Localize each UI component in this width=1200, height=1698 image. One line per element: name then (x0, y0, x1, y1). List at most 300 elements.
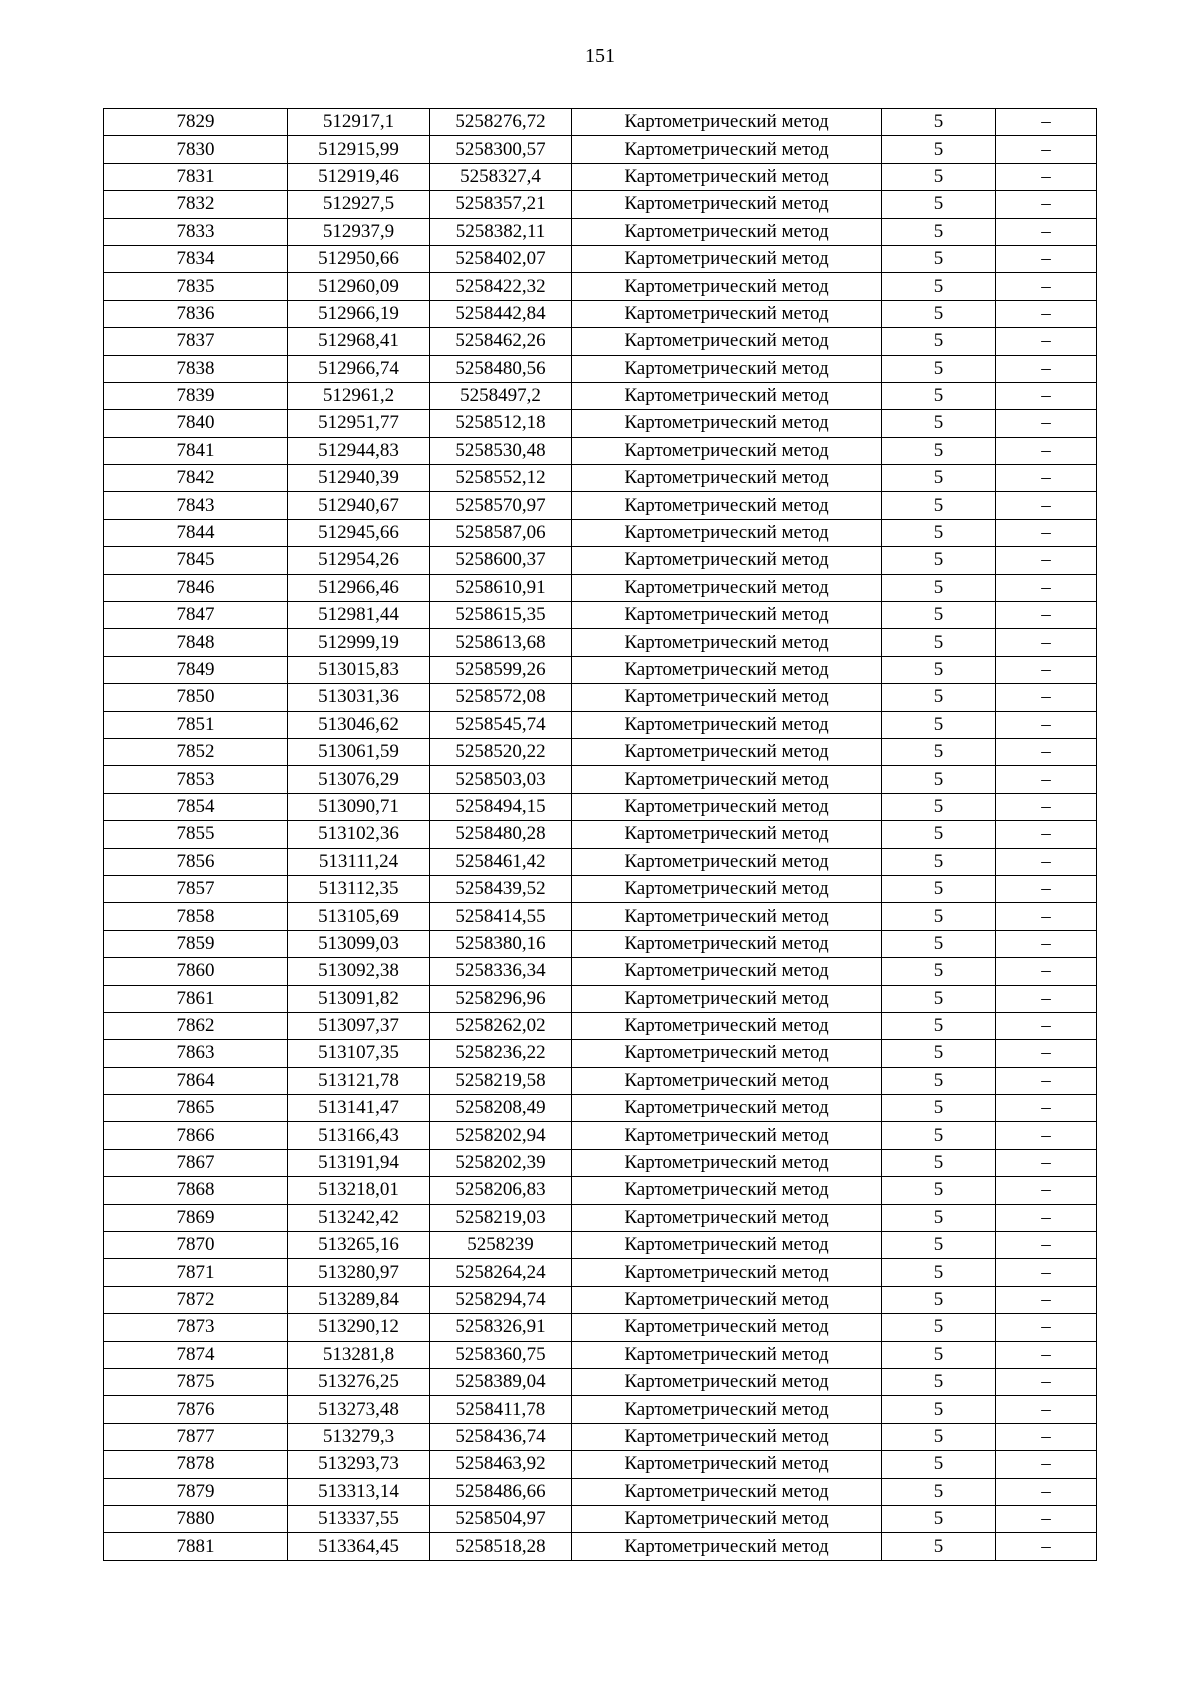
note-cell: – (996, 656, 1097, 683)
y-coordinate-cell: 5258262,02 (430, 1012, 572, 1039)
y-coordinate-cell: 5258326,91 (430, 1314, 572, 1341)
precision-cell: 5 (882, 328, 996, 355)
point-number-cell: 7880 (104, 1505, 288, 1532)
point-number-cell: 7873 (104, 1314, 288, 1341)
note-cell: – (996, 766, 1097, 793)
x-coordinate-cell: 513290,12 (288, 1314, 430, 1341)
precision-cell: 5 (882, 1368, 996, 1395)
point-number-cell: 7831 (104, 163, 288, 190)
table-row (104, 1533, 1097, 1560)
method-cell: Картометрический метод (572, 875, 882, 902)
precision-cell: 5 (882, 245, 996, 272)
method-cell: Картометрический метод (572, 793, 882, 820)
point-number-cell: 7833 (104, 218, 288, 245)
method-cell: Картометрический метод (572, 1259, 882, 1286)
table-row (104, 958, 1097, 985)
point-number-cell: 7843 (104, 492, 288, 519)
precision-cell: 5 (882, 410, 996, 437)
x-coordinate-cell: 513121,78 (288, 1067, 430, 1094)
table-row (104, 903, 1097, 930)
x-coordinate-cell: 513061,59 (288, 738, 430, 765)
table-row (104, 656, 1097, 683)
point-number-cell: 7844 (104, 519, 288, 546)
point-number-cell: 7853 (104, 766, 288, 793)
point-number-cell: 7848 (104, 629, 288, 656)
point-number-cell: 7854 (104, 793, 288, 820)
method-cell: Картометрический метод (572, 1505, 882, 1532)
precision-cell: 5 (882, 821, 996, 848)
table-row (104, 1368, 1097, 1395)
point-number-cell: 7839 (104, 382, 288, 409)
precision-cell: 5 (882, 191, 996, 218)
y-coordinate-cell: 5258439,52 (430, 875, 572, 902)
precision-cell: 5 (882, 738, 996, 765)
table-row (104, 1204, 1097, 1231)
table-row (104, 245, 1097, 272)
note-cell: – (996, 1314, 1097, 1341)
point-number-cell: 7851 (104, 711, 288, 738)
precision-cell: 5 (882, 1177, 996, 1204)
note-cell: – (996, 519, 1097, 546)
method-cell: Картометрический метод (572, 191, 882, 218)
precision-cell: 5 (882, 1204, 996, 1231)
x-coordinate-cell: 513090,71 (288, 793, 430, 820)
note-cell: – (996, 1149, 1097, 1176)
x-coordinate-cell: 513337,55 (288, 1505, 430, 1532)
x-coordinate-cell: 512945,66 (288, 519, 430, 546)
method-cell: Картометрический метод (572, 1314, 882, 1341)
precision-cell: 5 (882, 492, 996, 519)
method-cell: Картометрический метод (572, 410, 882, 437)
method-cell: Картометрический метод (572, 930, 882, 957)
table-row (104, 574, 1097, 601)
precision-cell: 5 (882, 1067, 996, 1094)
note-cell: – (996, 136, 1097, 163)
table-row (104, 355, 1097, 382)
note-cell: – (996, 903, 1097, 930)
point-number-cell: 7859 (104, 930, 288, 957)
x-coordinate-cell: 513280,97 (288, 1259, 430, 1286)
note-cell: – (996, 410, 1097, 437)
x-coordinate-cell: 513076,29 (288, 766, 430, 793)
table-row (104, 109, 1097, 136)
y-coordinate-cell: 5258504,97 (430, 1505, 572, 1532)
y-coordinate-cell: 5258615,35 (430, 602, 572, 629)
y-coordinate-cell: 5258599,26 (430, 656, 572, 683)
x-coordinate-cell: 513281,8 (288, 1341, 430, 1368)
table-row (104, 273, 1097, 300)
method-cell: Картометрический метод (572, 711, 882, 738)
method-cell: Картометрический метод (572, 218, 882, 245)
x-coordinate-cell: 512919,46 (288, 163, 430, 190)
y-coordinate-cell: 5258294,74 (430, 1286, 572, 1313)
y-coordinate-cell: 5258486,66 (430, 1478, 572, 1505)
table-row (104, 821, 1097, 848)
note-cell: – (996, 1533, 1097, 1560)
precision-cell: 5 (882, 574, 996, 601)
method-cell: Картометрический метод (572, 382, 882, 409)
precision-cell: 5 (882, 547, 996, 574)
note-cell: – (996, 273, 1097, 300)
note-cell: – (996, 547, 1097, 574)
method-cell: Картометрический метод (572, 273, 882, 300)
note-cell: – (996, 1177, 1097, 1204)
precision-cell: 5 (882, 1232, 996, 1259)
note-cell: – (996, 684, 1097, 711)
y-coordinate-cell: 5258357,21 (430, 191, 572, 218)
note-cell: – (996, 1286, 1097, 1313)
table-row (104, 382, 1097, 409)
x-coordinate-cell: 512950,66 (288, 245, 430, 272)
method-cell: Картометрический метод (572, 1232, 882, 1259)
table-row (104, 191, 1097, 218)
table-row (104, 410, 1097, 437)
precision-cell: 5 (882, 1478, 996, 1505)
method-cell: Картометрический метод (572, 848, 882, 875)
point-number-cell: 7871 (104, 1259, 288, 1286)
y-coordinate-cell: 5258610,91 (430, 574, 572, 601)
x-coordinate-cell: 513289,84 (288, 1286, 430, 1313)
table-row (104, 711, 1097, 738)
point-number-cell: 7862 (104, 1012, 288, 1039)
y-coordinate-cell: 5258402,07 (430, 245, 572, 272)
table-row (104, 684, 1097, 711)
table-row (104, 930, 1097, 957)
note-cell: – (996, 1396, 1097, 1423)
note-cell: – (996, 437, 1097, 464)
note-cell: – (996, 1368, 1097, 1395)
method-cell: Картометрический метод (572, 328, 882, 355)
y-coordinate-cell: 5258327,4 (430, 163, 572, 190)
point-number-cell: 7855 (104, 821, 288, 848)
table-row (104, 1286, 1097, 1313)
table-row (104, 328, 1097, 355)
table-row (104, 1259, 1097, 1286)
y-coordinate-cell: 5258512,18 (430, 410, 572, 437)
note-cell: – (996, 1478, 1097, 1505)
precision-cell: 5 (882, 1341, 996, 1368)
table-row (104, 519, 1097, 546)
y-coordinate-cell: 5258462,26 (430, 328, 572, 355)
x-coordinate-cell: 513046,62 (288, 711, 430, 738)
table-row (104, 465, 1097, 492)
y-coordinate-cell: 5258264,24 (430, 1259, 572, 1286)
method-cell: Картометрический метод (572, 547, 882, 574)
x-coordinate-cell: 513166,43 (288, 1122, 430, 1149)
x-coordinate-cell: 513242,42 (288, 1204, 430, 1231)
x-coordinate-cell: 512951,77 (288, 410, 430, 437)
point-number-cell: 7881 (104, 1533, 288, 1560)
point-number-cell: 7858 (104, 903, 288, 930)
table-row (104, 766, 1097, 793)
point-number-cell: 7869 (104, 1204, 288, 1231)
note-cell: – (996, 848, 1097, 875)
precision-cell: 5 (882, 519, 996, 546)
x-coordinate-cell: 512917,1 (288, 109, 430, 136)
method-cell: Картометрический метод (572, 465, 882, 492)
y-coordinate-cell: 5258461,42 (430, 848, 572, 875)
point-number-cell: 7876 (104, 1396, 288, 1423)
x-coordinate-cell: 513015,83 (288, 656, 430, 683)
x-coordinate-cell: 513265,16 (288, 1232, 430, 1259)
method-cell: Картометрический метод (572, 1122, 882, 1149)
y-coordinate-cell: 5258572,08 (430, 684, 572, 711)
method-cell: Картометрический метод (572, 109, 882, 136)
point-number-cell: 7860 (104, 958, 288, 985)
method-cell: Картометрический метод (572, 684, 882, 711)
method-cell: Картометрический метод (572, 1533, 882, 1560)
note-cell: – (996, 465, 1097, 492)
point-number-cell: 7842 (104, 465, 288, 492)
point-number-cell: 7847 (104, 602, 288, 629)
note-cell: – (996, 109, 1097, 136)
y-coordinate-cell: 5258202,39 (430, 1149, 572, 1176)
point-number-cell: 7864 (104, 1067, 288, 1094)
table-row (104, 1122, 1097, 1149)
method-cell: Картометрический метод (572, 958, 882, 985)
note-cell: – (996, 218, 1097, 245)
y-coordinate-cell: 5258296,96 (430, 985, 572, 1012)
precision-cell: 5 (882, 1505, 996, 1532)
method-cell: Картометрический метод (572, 300, 882, 327)
precision-cell: 5 (882, 903, 996, 930)
note-cell: – (996, 245, 1097, 272)
page-number: 151 (585, 45, 615, 67)
y-coordinate-cell: 5258480,56 (430, 355, 572, 382)
point-number-cell: 7835 (104, 273, 288, 300)
precision-cell: 5 (882, 629, 996, 656)
precision-cell: 5 (882, 958, 996, 985)
y-coordinate-cell: 5258276,72 (430, 109, 572, 136)
point-number-cell: 7861 (104, 985, 288, 1012)
method-cell: Картометрический метод (572, 738, 882, 765)
x-coordinate-cell: 512940,39 (288, 465, 430, 492)
y-coordinate-cell: 5258503,03 (430, 766, 572, 793)
precision-cell: 5 (882, 1012, 996, 1039)
y-coordinate-cell: 5258518,28 (430, 1533, 572, 1560)
point-number-cell: 7856 (104, 848, 288, 875)
point-number-cell: 7878 (104, 1451, 288, 1478)
point-number-cell: 7834 (104, 245, 288, 272)
y-coordinate-cell: 5258520,22 (430, 738, 572, 765)
note-cell: – (996, 793, 1097, 820)
y-coordinate-cell: 5258411,78 (430, 1396, 572, 1423)
table-row (104, 1095, 1097, 1122)
x-coordinate-cell: 513112,35 (288, 875, 430, 902)
point-number-cell: 7870 (104, 1232, 288, 1259)
precision-cell: 5 (882, 300, 996, 327)
precision-cell: 5 (882, 465, 996, 492)
precision-cell: 5 (882, 1040, 996, 1067)
y-coordinate-cell: 5258600,37 (430, 547, 572, 574)
x-coordinate-cell: 512940,67 (288, 492, 430, 519)
y-coordinate-cell: 5258570,97 (430, 492, 572, 519)
method-cell: Картометрический метод (572, 1451, 882, 1478)
method-cell: Картометрический метод (572, 574, 882, 601)
table-row (104, 1423, 1097, 1450)
note-cell: – (996, 1095, 1097, 1122)
x-coordinate-cell: 513273,48 (288, 1396, 430, 1423)
table-row (104, 1341, 1097, 1368)
y-coordinate-cell: 5258422,32 (430, 273, 572, 300)
precision-cell: 5 (882, 875, 996, 902)
method-cell: Картометрический метод (572, 1341, 882, 1368)
point-number-cell: 7837 (104, 328, 288, 355)
table-row (104, 136, 1097, 163)
table-row (104, 875, 1097, 902)
method-cell: Картометрический метод (572, 492, 882, 519)
method-cell: Картометрический метод (572, 355, 882, 382)
precision-cell: 5 (882, 1095, 996, 1122)
x-coordinate-cell: 512968,41 (288, 328, 430, 355)
method-cell: Картометрический метод (572, 163, 882, 190)
x-coordinate-cell: 513097,37 (288, 1012, 430, 1039)
point-number-cell: 7865 (104, 1095, 288, 1122)
x-coordinate-cell: 512927,5 (288, 191, 430, 218)
precision-cell: 5 (882, 766, 996, 793)
x-coordinate-cell: 513364,45 (288, 1533, 430, 1560)
point-number-cell: 7846 (104, 574, 288, 601)
table-row (104, 629, 1097, 656)
precision-cell: 5 (882, 1533, 996, 1560)
note-cell: – (996, 1451, 1097, 1478)
point-number-cell: 7874 (104, 1341, 288, 1368)
table-row (104, 437, 1097, 464)
y-coordinate-cell: 5258436,74 (430, 1423, 572, 1450)
note-cell: – (996, 328, 1097, 355)
x-coordinate-cell: 512954,26 (288, 547, 430, 574)
point-number-cell: 7852 (104, 738, 288, 765)
method-cell: Картометрический метод (572, 1478, 882, 1505)
x-coordinate-cell: 513091,82 (288, 985, 430, 1012)
method-cell: Картометрический метод (572, 245, 882, 272)
table-row (104, 1149, 1097, 1176)
table-row (104, 1396, 1097, 1423)
y-coordinate-cell: 5258300,57 (430, 136, 572, 163)
x-coordinate-cell: 513099,03 (288, 930, 430, 957)
x-coordinate-cell: 512966,46 (288, 574, 430, 601)
note-cell: – (996, 1505, 1097, 1532)
note-cell: – (996, 930, 1097, 957)
x-coordinate-cell: 513141,47 (288, 1095, 430, 1122)
method-cell: Картометрический метод (572, 821, 882, 848)
method-cell: Картометрический метод (572, 766, 882, 793)
table-row (104, 547, 1097, 574)
x-coordinate-cell: 512999,19 (288, 629, 430, 656)
y-coordinate-cell: 5258206,83 (430, 1177, 572, 1204)
precision-cell: 5 (882, 355, 996, 382)
x-coordinate-cell: 513218,01 (288, 1177, 430, 1204)
note-cell: – (996, 738, 1097, 765)
method-cell: Картометрический метод (572, 656, 882, 683)
note-cell: – (996, 875, 1097, 902)
point-number-cell: 7832 (104, 191, 288, 218)
method-cell: Картометрический метод (572, 602, 882, 629)
x-coordinate-cell: 513092,38 (288, 958, 430, 985)
table-row (104, 218, 1097, 245)
method-cell: Картометрический метод (572, 519, 882, 546)
y-coordinate-cell: 5258236,22 (430, 1040, 572, 1067)
note-cell: – (996, 191, 1097, 218)
point-number-cell: 7857 (104, 875, 288, 902)
note-cell: – (996, 602, 1097, 629)
note-cell: – (996, 985, 1097, 1012)
method-cell: Картометрический метод (572, 1204, 882, 1231)
note-cell: – (996, 1259, 1097, 1286)
table-row (104, 738, 1097, 765)
method-cell: Картометрический метод (572, 1396, 882, 1423)
note-cell: – (996, 1341, 1097, 1368)
precision-cell: 5 (882, 602, 996, 629)
method-cell: Картометрический метод (572, 1423, 882, 1450)
x-coordinate-cell: 513313,14 (288, 1478, 430, 1505)
y-coordinate-cell: 5258497,2 (430, 382, 572, 409)
precision-cell: 5 (882, 136, 996, 163)
precision-cell: 5 (882, 656, 996, 683)
x-coordinate-cell: 513293,73 (288, 1451, 430, 1478)
y-coordinate-cell: 5258442,84 (430, 300, 572, 327)
precision-cell: 5 (882, 848, 996, 875)
y-coordinate-cell: 5258336,34 (430, 958, 572, 985)
table-row (104, 602, 1097, 629)
point-number-cell: 7840 (104, 410, 288, 437)
note-cell: – (996, 958, 1097, 985)
y-coordinate-cell: 5258552,12 (430, 465, 572, 492)
note-cell: – (996, 1067, 1097, 1094)
point-number-cell: 7872 (104, 1286, 288, 1313)
precision-cell: 5 (882, 1149, 996, 1176)
precision-cell: 5 (882, 1286, 996, 1313)
y-coordinate-cell: 5258239 (430, 1232, 572, 1259)
x-coordinate-cell: 512966,74 (288, 355, 430, 382)
table-row (104, 793, 1097, 820)
note-cell: – (996, 711, 1097, 738)
x-coordinate-cell: 513191,94 (288, 1149, 430, 1176)
method-cell: Картометрический метод (572, 1368, 882, 1395)
point-number-cell: 7866 (104, 1122, 288, 1149)
note-cell: – (996, 1232, 1097, 1259)
y-coordinate-cell: 5258389,04 (430, 1368, 572, 1395)
table-row (104, 1478, 1097, 1505)
x-coordinate-cell: 512937,9 (288, 218, 430, 245)
x-coordinate-cell: 512944,83 (288, 437, 430, 464)
y-coordinate-cell: 5258494,15 (430, 793, 572, 820)
precision-cell: 5 (882, 711, 996, 738)
method-cell: Картометрический метод (572, 985, 882, 1012)
y-coordinate-cell: 5258414,55 (430, 903, 572, 930)
precision-cell: 5 (882, 930, 996, 957)
point-number-cell: 7868 (104, 1177, 288, 1204)
precision-cell: 5 (882, 1396, 996, 1423)
point-number-cell: 7877 (104, 1423, 288, 1450)
x-coordinate-cell: 513102,36 (288, 821, 430, 848)
precision-cell: 5 (882, 163, 996, 190)
precision-cell: 5 (882, 985, 996, 1012)
method-cell: Картометрический метод (572, 136, 882, 163)
precision-cell: 5 (882, 684, 996, 711)
x-coordinate-cell: 513031,36 (288, 684, 430, 711)
precision-cell: 5 (882, 1259, 996, 1286)
table-body (104, 109, 1097, 1561)
y-coordinate-cell: 5258613,68 (430, 629, 572, 656)
table-row (104, 1451, 1097, 1478)
table-row (104, 1505, 1097, 1532)
x-coordinate-cell: 513107,35 (288, 1040, 430, 1067)
note-cell: – (996, 1122, 1097, 1149)
method-cell: Картометрический метод (572, 1286, 882, 1313)
x-coordinate-cell: 513279,3 (288, 1423, 430, 1450)
table-row (104, 985, 1097, 1012)
